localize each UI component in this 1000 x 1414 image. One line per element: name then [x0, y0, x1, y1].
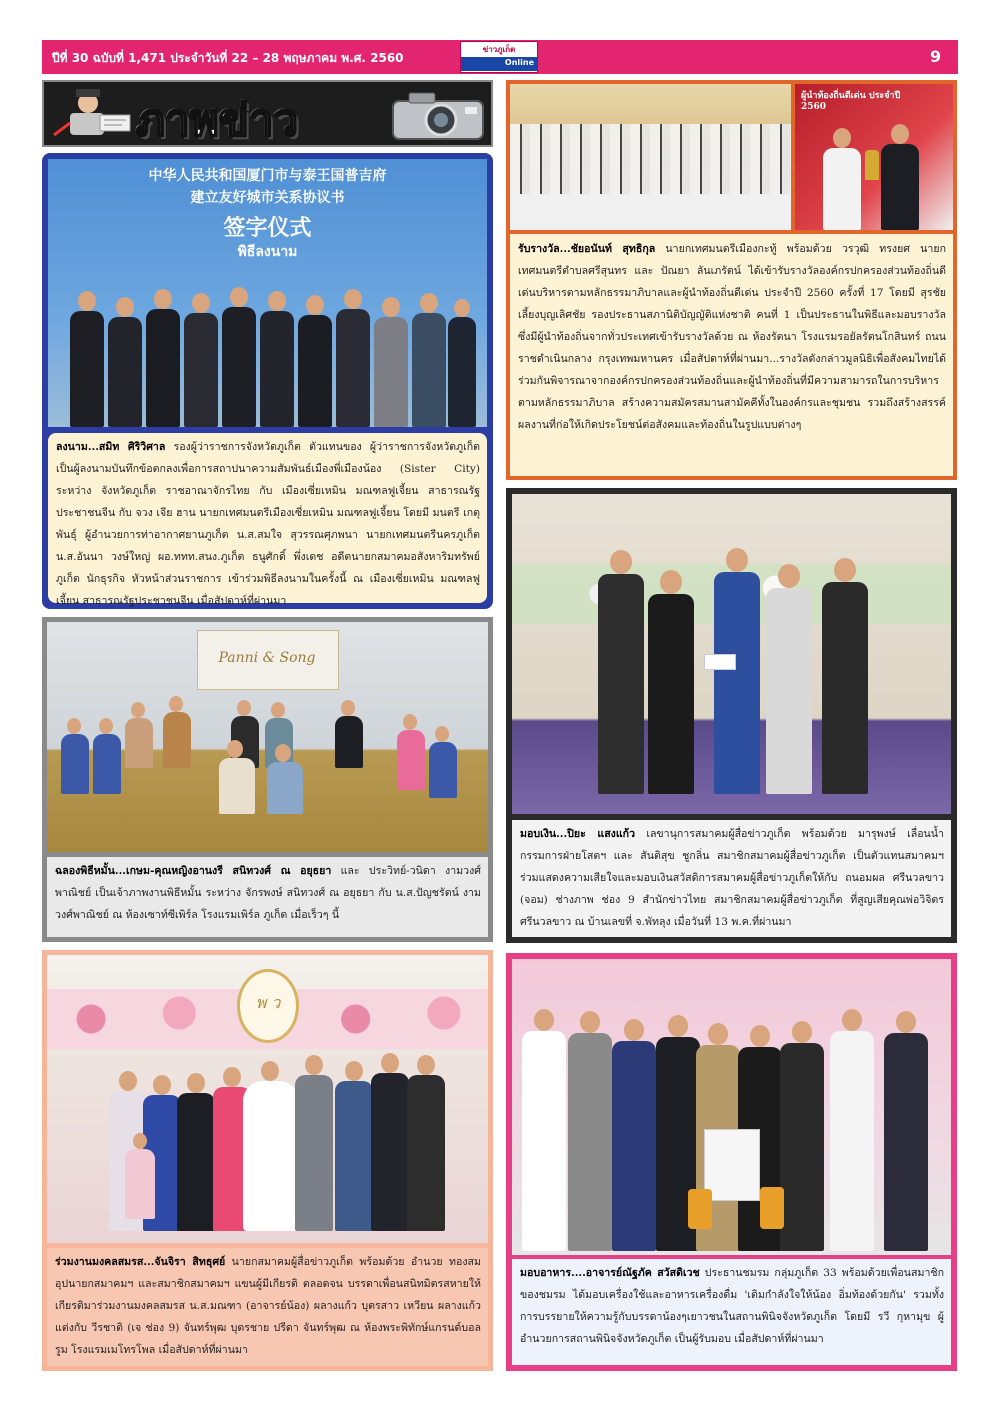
donation-photo — [512, 494, 951, 814]
camera-icon — [389, 87, 487, 143]
signing-group-people — [58, 271, 478, 427]
signing-caption-text: รองผู้ว่าราชการจังหวัดภูเก็ต ตัวแทนของ ผู้ว่าราชการจังหวัดภูเก็ต เป็นผู้ลงนามบันทึกข้อตกลงเพื่อการสถาปนาความสัมพันธ์เมืองพี่เมืองน้อง (Sister City) ระหว่าง จังหวัดภูเก็ต ราชอาณาจักรไทย กับ เมืองเซี่ยเหมิน มณฑลฟูเจี้ยน สาธารณรัฐประชาชนจีน กับ จวง เจีย ฮาน นายกเทศมนตรีเมืองเซี่ยเหมิน มณฑลฟูเจี้ยน โดยมี มนตรี เกตุพันธุ์ ผู้อำนวยการท่าอากาศยานภูเก็ต น.ส.สมใจ สุวรรณศุภพนา นายกเทศมนตรีนครภูเก็ต น.ส.อันนา วงษ์ใหญ่ ผอ.ททท.สนง.ภูเก็ต ธนูศักดิ์ พึ่งเดช อดีตนายกสมาคมอสังหาริมทรัพย์ภูเก็ต นักธุรกิจ หัวหน้าส่วนราชการ เข้าร่วมพิธีลงนามในครั้งนี้ ณ เมืองเซี่ยเหมิน มณฑลฟูเจี้ยน สาธารณรัฐประชาชนจีน เมื่อสัปดาห์ที่ผ่านมา — [56, 441, 481, 607]
wedding-caption-box — [47, 1248, 488, 1366]
engagement-caption — [55, 860, 481, 926]
signing-backdrop-line2: 建立友好城市关系协议书 — [190, 190, 345, 206]
signing-caption-box — [48, 433, 487, 607]
food-caption — [520, 1262, 944, 1350]
logo-bottom-text: Online — [504, 58, 534, 67]
donation-caption-lead: มอบเงิน...ปิยะ แสงแก้ว — [520, 828, 636, 840]
wedding-photo — [47, 955, 488, 1243]
wedding-emblem-text: พ ว — [255, 993, 281, 1012]
award-caption-text: นายกเทศมนตรีเมืองกะทู้ พร้อมด้วย วรวุฒิ ทรงยศ นายกเทศมนตรีตำบลศรีสุนทร และ ปัณยา ลันเภรัตน์ ได้เข้ารับรางวัลองค์กรปกครองส่วนท้องถิ่นดีเด่นบริหารตามหลักธรรมาภิบาลและผู้นำท้องถิ่นดีเด่น ประจำปี 2560 ครั้งที่ 17 โดยมี สุรชัย เลี้ยงบุญเลิศชัย รองประธานสภานิติบัญญัติแห่งชาติ คนที่ 1 เป็นประธานในพิธีและมอบรางวัล ซึ่งมีผู้นำท้องถิ่นจากทั่วประเทศเข้ารับรางวัลด้วย ณ ห้องรัตนา โรงแรมรอยัลรัตนโกสินทร์ ถนนราชดำเนินกลาง กรุงเทพมหานคร เมื่อสัปดาห์ที่ผ่านมา...รางวัลดังกล่าวมูลนิธิเพื่อสังคมไทยได้ร่วมกันพิจารณาจากองค์กรปกครองส่วนท้องถิ่นและผู้นำท้องถิ่นที่มีความสามารถในการบริหารตามหลักธรรมาภิบาล สร้างความสมัครสมานสามัคคีทั้งในองค์กรและชุมชน รวมถึงสร้างสรรค์ผลงานที่ก่อให้เกิดประโยชน์ต่อสังคมและท้องถิ่นในรูปแบบต่างๆ — [518, 243, 946, 431]
engagement-backdrop-text: Panni & Song — [218, 650, 316, 666]
food-photo — [512, 959, 951, 1255]
panel-wedding — [42, 950, 493, 1371]
signing-photo — [48, 159, 487, 427]
signing-backdrop-line3: 签字仪式 — [223, 215, 312, 241]
wedding-caption-lead: ร่วมงานมงคลสมรส...จันจิรา สิทธุศย์ — [55, 1256, 226, 1268]
engagement-caption-lead: ฉลองพิธีหมั้น...เกษม-คุณหญิงอานงรี สนิทวงศ์ ณ อยุธยา — [55, 865, 332, 877]
donation-caption-text: เลขานุการสมาคมผู้สื่อข่าวภูเก็ต พร้อมด้วย มารุพงษ์ เลื่อนน้ำ กรรมการฝ่ายโสตฯ และ สันติสุข ชูกลิ่น สมาชิกสมาคมผู้สื่อข่าวภูเก็ต เป็นตัวแทนสมาคมฯ ร่วมแสดงความเสียใจและมอบเงินสวัสดิการสมาคมผู้สื่อข่าวภูเก็ตให้กับ ถนอมผล ศรีนวลขาว (จอม) ช่างภาพ ช่อง 9 สำนักข่าวไทย สมาชิกสมาคมผู้สื่อข่าวภูเก็ต ที่สูญเสียคุณพ่อวิจิตร ศรีนวลขาว ณ บ้านเลขที่ จ.พัทลุง เมื่อวันที่ 13 พ.ค.ที่ผ่านมา — [520, 828, 944, 928]
logo-top-text: ข่าวภูเก็ต — [482, 44, 516, 54]
panel-signing — [42, 153, 493, 609]
signing-backdrop-line4: พิธีลงนาม — [237, 244, 298, 260]
masthead-logo — [460, 41, 538, 73]
engagement-photo — [47, 622, 488, 852]
section-title: ภาพข่าว — [136, 95, 299, 146]
page-number: 9 — [930, 47, 942, 66]
donation-caption — [520, 823, 944, 933]
signing-backdrop-line1: 中华人民共和国厦门市与泰王国普吉府 — [148, 168, 387, 184]
reporter-icon — [48, 83, 138, 145]
award-presentation-photo — [795, 84, 953, 230]
panel-food — [506, 953, 957, 1371]
award-banner-text: ผู้นำท้องถิ่นดีเด่น ประจำปี 2560 — [801, 91, 901, 112]
issue-line: ปีที่ 30 ฉบับที่ 1,471 ประจำวันที่ 22 – 28 พฤษภาคม พ.ศ. 2560 — [52, 51, 404, 65]
panel-engagement — [42, 617, 493, 942]
donation-caption-box — [512, 820, 951, 937]
logo-bottom-bar — [461, 57, 537, 71]
panel-award — [506, 80, 957, 480]
food-caption-lead: มอบอาหาร....อาจารย์ณัฐภัค สวัสดิเวช — [520, 1267, 700, 1279]
award-caption-lead: รับรางวัล...ชัยอนันท์ สุทธิกุล — [518, 243, 656, 255]
award-caption-box — [510, 234, 953, 476]
engagement-caption-box — [47, 857, 488, 937]
food-caption-text: ประธานชมรม กลุ่มภูเก็ต 33 พร้อมด้วยเพื่อนสมาชิกของชมรม ได้มอบเครื่องใช้และอาหารเครื่องดื่ม 'เติมกำลังใจให้น้อง อิ่มท้องด้วยกัน' รวมทั้งการบรรยายให้ความรู้กับบรรดาน้องๆเยาวชนในสถานพินิจจังหวัดภูเก็ต โดยมี รวี กุหามุข ผู้อำนวยการสถานพินิจจังหวัดภูเก็ต เป็นผู้รับมอบ เมื่อสัปดาห์ที่ผ่านมา — [520, 1267, 944, 1345]
award-caption — [518, 238, 946, 436]
food-caption-box — [512, 1259, 951, 1365]
signing-caption — [56, 436, 480, 609]
signing-caption-lead: ลงนาม...สมิท ศิริวิศาล — [56, 441, 166, 453]
engagement-caption-text: และ ประวิทย์-วนิดา งามวงศ์พาณิชย์ เป็นเจ้าภาพงานพิธีหมั้น ระหว่าง จักรพงษ์ สนิทวงศ์ ณ อยุธยา กับ น.ส.ปัญชรัตน์ งามวงศ์พาณิชย์ ณ ห้องเซาท์ซีเพิร์ล โรงแรมเพิร์ล ภูเก็ต เมื่อเร็วๆ นี้ — [55, 865, 481, 921]
section-banner — [42, 80, 493, 147]
panel-donation — [506, 488, 957, 943]
award-group-photo — [510, 84, 791, 230]
wedding-caption-text: นายกสมาคมผู้สื่อข่าวภูเก็ต พร้อมด้วย อำนวย ทองสม อุปนายกสมาคมฯ และสมาชิกสมาคมฯ แขนผู้มีเกียรติ ตลอดจน บรรดาเพื่อนสนิทมิตรสหายให้เกียรติมาร่วมงานมงคลสมรส น.ส.มณฑา (อาจารย์น้อง) ผลางแก้ว บุตรสาว เหวียน ผลางแก้ว แต่งกับ วีรชาติ (เจ ช่อง 9) จันทร์พุฒ บุตรชาย ปรีดา จันทร์พุฒ ณ ห้องพระพิทักษ์แกรนด์บอลรูม โรงแรมเมโทรโพล เมื่อสัปดาห์ที่ผ่านมา — [55, 1256, 481, 1356]
wedding-caption — [55, 1251, 481, 1361]
